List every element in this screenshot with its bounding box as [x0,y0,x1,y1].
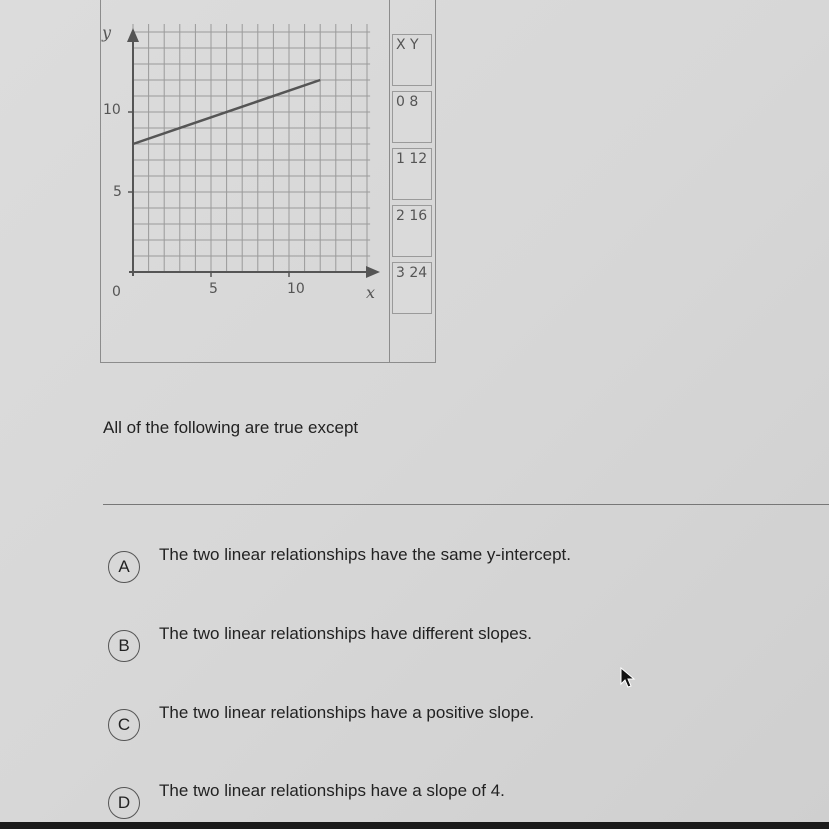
y-axis-label: y [102,23,112,42]
choice-a-text[interactable]: The two linear relationships have the same y-intercept. [159,545,571,564]
table-row: 2 16 [392,205,432,257]
choice-c-badge[interactable]: C [108,709,140,741]
choice-d-text[interactable]: The two linear relationships have a slope of 4. [159,781,505,800]
y-tick-label-5: 5 [113,184,122,200]
table-row: 1 12 [392,148,432,200]
y-axis-arrow [127,28,139,42]
x-tick-label-5: 5 [209,281,218,297]
screen-bottom-edge [0,822,829,829]
x-tick-label-10: 10 [287,281,305,297]
x-axis-label: x [366,283,376,302]
divider [103,504,829,505]
x-axis-arrow [366,266,380,278]
grid [133,24,370,272]
table-row: 0 8 [392,91,432,143]
choice-d-badge[interactable]: D [108,787,140,819]
table-row: 3 24 [392,262,432,314]
choice-b-badge[interactable]: B [108,630,140,662]
mouse-pointer-icon [620,667,636,689]
y-tick-label-10: 10 [103,102,121,118]
choice-c-text[interactable]: The two linear relationships have a positive slope. [159,703,535,722]
table-header: X Y [392,34,432,86]
question-prompt: All of the following are true except [103,418,359,437]
choice-b-text[interactable]: The two linear relationships have different slopes. [159,624,532,643]
graph [0,0,440,330]
choice-a-badge[interactable]: A [108,551,140,583]
origin-label: 0 [112,284,121,300]
